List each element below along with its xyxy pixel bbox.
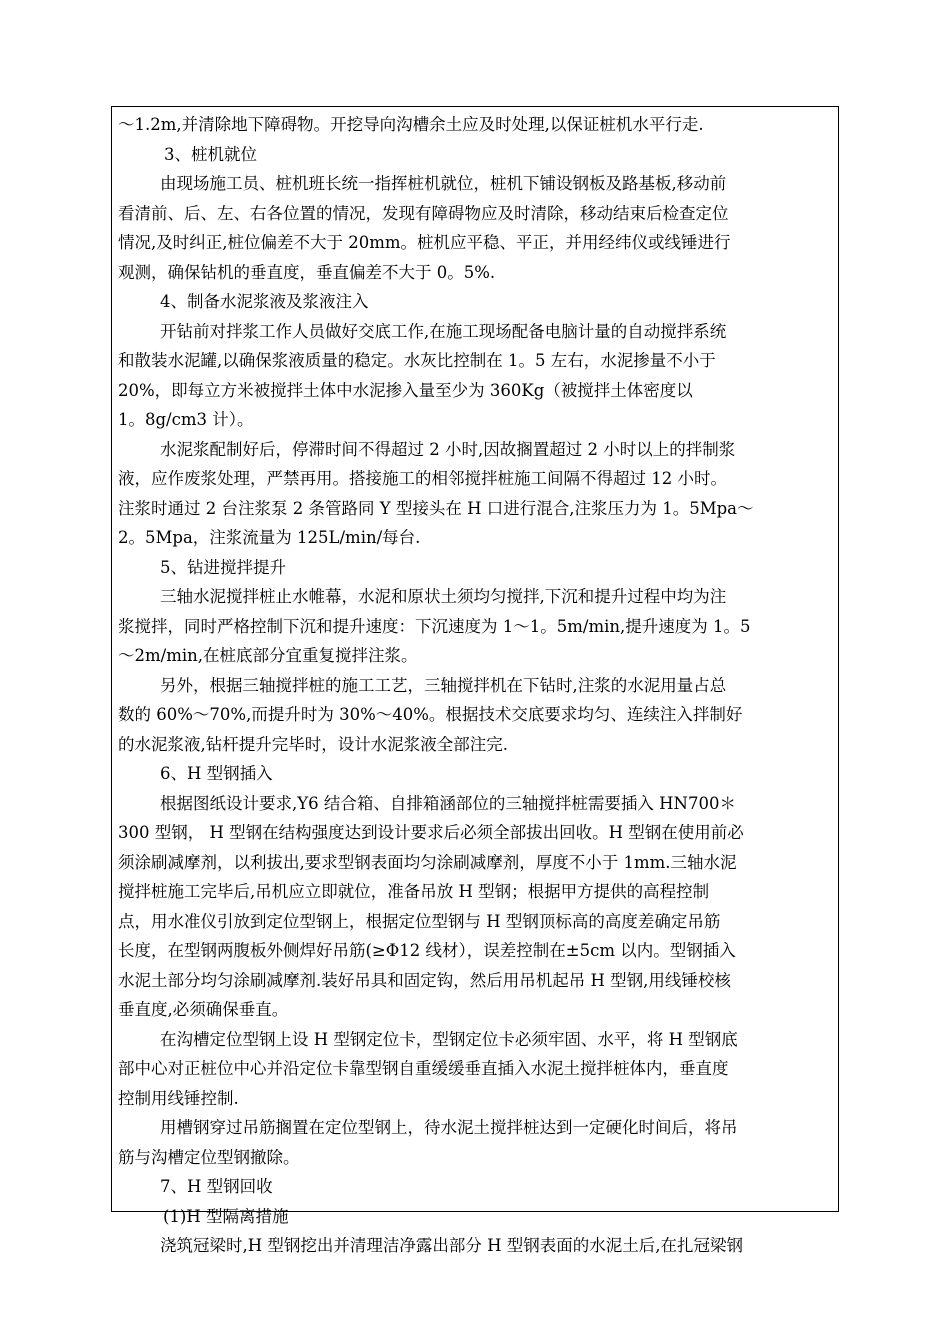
text-line: 浆搅拌，同时严格控制下沉和提升速度：下沉速度为 1～1。5m/min,提升速度为 1。5 xyxy=(118,616,751,636)
text-line: ～1.2m,并清除地下障碍物。开挖导向沟槽余土应及时处理,以保证桩机水平行走. xyxy=(118,115,704,134)
text-line: 开钻前对拌浆工作人员做好交底工作,在施工现场配备电脑计量的自动搅拌系统 xyxy=(160,321,727,341)
text-line: 三轴水泥搅拌桩止水帷幕，水泥和原状土须均匀搅拌,下沉和提升过程中均为注 xyxy=(160,587,727,606)
text-line: 根据图纸设计要求,Y6 结合箱、自排箱涵部位的三轴搅拌桩需要插入 HN700＊ xyxy=(160,793,736,813)
text-line: 的水泥浆液,钻杆提升完毕时，设计水泥浆液全部注完. xyxy=(118,734,508,754)
section-heading-6: 6、H 型钢插入 xyxy=(160,764,273,783)
text-line: 用槽钢穿过吊筋搁置在定位型钢上，待水泥土搅拌桩达到一定硬化时间后，将吊 xyxy=(160,1118,738,1137)
section-heading-3: 3、桩机就位 xyxy=(164,144,257,164)
text-line: 注浆时通过 2 台注浆泵 2 条管路同 Y 型接头在 H 口进行混合,注浆压力为 1。5Mpa～ xyxy=(118,498,754,518)
text-line: ～2m/min,在桩底部分宜重复搅拌注浆。 xyxy=(118,646,418,665)
section-heading-5: 5、钻进搅拌提升 xyxy=(160,557,286,577)
text-line: 筋与沟槽定位型钢撤除。 xyxy=(118,1147,300,1167)
text-line: 2。5Mpa，注浆流量为 125L/min/每台. xyxy=(118,528,421,547)
text-line: 看清前、后、左、右各位置的情况，发现有障碍物应及时清除，移动结束后检查定位 xyxy=(118,203,729,223)
text-line: 搅拌桩施工完毕后,吊机应立即就位，准备吊放 H 型钢；根据甲方提供的高程控制 xyxy=(118,882,710,901)
text-line: 情况,及时纠正,桩位偏差不大于 20mm。桩机应平稳、平正，并用经纬仪或线锤进行 xyxy=(118,233,731,252)
text-line: 水泥浆配制好后，停滞时间不得超过 2 小时,因故搁置超过 2 小时以上的拌制浆 xyxy=(160,439,736,459)
text-line: 数的 60%～70%,而提升时为 30%～40%。根据技术交底要求均匀、连续注入拌制好 xyxy=(118,705,743,724)
section-heading-7: 7、H 型钢回收 xyxy=(160,1177,273,1196)
text-line: 水泥土部分均匀涂刷减摩剂.装好吊具和固定钩，然后用吊机起吊 H 型钢,用线锤校核 xyxy=(118,970,731,990)
text-line: 浇筑冠梁时,H 型钢挖出并清理洁净露出部分 H 型钢表面的水泥土后,在扎冠梁钢 xyxy=(160,1236,744,1255)
text-line: 液，应作废浆处理，严禁再用。搭接施工的相邻搅拌桩施工间隔不得超过 12 小时。 xyxy=(118,469,727,488)
section-heading-4: 4、制备水泥浆液及浆液注入 xyxy=(160,292,369,311)
subsection-heading: (1)H 型隔离措施 xyxy=(163,1206,289,1226)
document-body xyxy=(118,110,832,1261)
text-line: 长度，在型钢两腹板外侧焊好吊筋(≥Φ12 线材），误差控制在±5cm 以内。型钢插入 xyxy=(118,941,736,960)
text-line: 观测，确保钻机的垂直度，垂直偏差不大于 0。5%. xyxy=(118,262,496,282)
text-line: 须涂刷减摩剂，以利拔出,要求型钢表面均匀涂刷减摩剂，厚度不小于 1mm.三轴水泥 xyxy=(118,852,737,872)
text-line: 和散装水泥罐,以确保浆液质量的稳定。水灰比控制在 1。5 左右，水泥掺量不小于 xyxy=(118,351,716,370)
text-line: 20%，即每立方米被搅拌土体中水泥掺入量至少为 360Kg（被搅拌土体密度以 xyxy=(118,380,693,400)
text-line: 垂直度,必须确保垂直。 xyxy=(118,1000,289,1019)
text-line: 控制用线锤控制. xyxy=(118,1088,239,1108)
text-line: 部中心对正桩位中心并沿定位卡靠型钢自重缓缓垂直插入水泥土搅拌桩体内，垂直度 xyxy=(118,1059,729,1078)
text-line: 另外，根据三轴搅拌桩的施工工艺，三轴搅拌机在下钻时,注浆的水泥用量占总 xyxy=(160,675,727,695)
text-line: 1。8g/cm3 计）。 xyxy=(118,410,254,429)
text-line: 由现场施工员、桩机班长统一指挥桩机就位，桩机下铺设钢板及路基板,移动前 xyxy=(160,174,727,193)
text-line: 在沟槽定位型钢上设 H 型钢定位卡，型钢定位卡必须牢固、水平，将 H 型钢底 xyxy=(160,1029,738,1049)
text-line: 点，用水准仪引放到定位型钢上，根据定位型钢与 H 型钢顶标高的高度差确定吊筋 xyxy=(118,911,721,931)
text-line: 300 型钢， H 型钢在结构强度达到设计要求后必须全部拔出回收。H 型钢在使用前必 xyxy=(118,823,744,842)
